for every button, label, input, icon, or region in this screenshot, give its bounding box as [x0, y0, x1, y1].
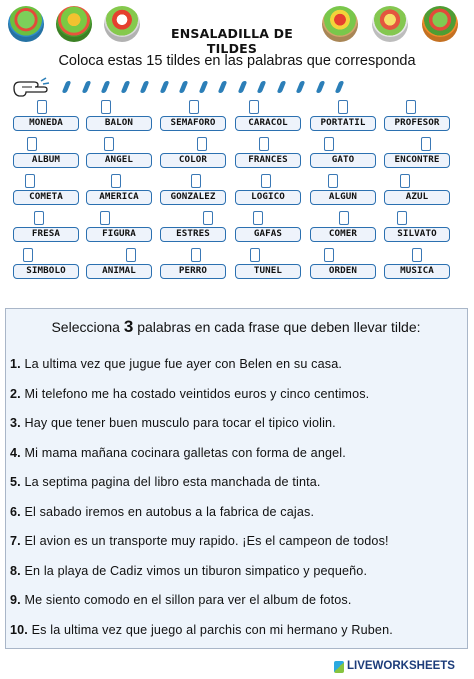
accent-mark-icon[interactable] [198, 81, 208, 93]
sentence-number: 5. [10, 475, 21, 489]
accent-drop-box[interactable] [421, 137, 431, 151]
accent-drop-box[interactable] [249, 100, 259, 114]
word-label: CARACOL [235, 116, 301, 131]
word-cell [13, 137, 79, 171]
word-cell [13, 211, 79, 245]
word-label: AMERICA [86, 190, 152, 205]
word-cell [160, 211, 226, 245]
accent-mark-icon[interactable] [179, 81, 189, 93]
sentence-text[interactable]: Es la ultima vez que juego al parchis con mi hermano y Ruben. [31, 622, 393, 637]
sentence-text[interactable]: Mi mama mañana cocinara galletas con forma de angel. [24, 445, 346, 460]
accent-mark-icon[interactable] [335, 81, 345, 93]
accent-drop-box[interactable] [197, 137, 207, 151]
accent-drop-box[interactable] [339, 211, 349, 225]
word-cell [13, 100, 79, 134]
sentence-number: 6. [10, 504, 21, 519]
word-label: ALGUN [310, 190, 376, 205]
sentence-item [10, 564, 466, 578]
word-label: COMETA [13, 190, 79, 205]
salad-bowl-icon [422, 6, 458, 42]
word-label: GONZALEZ [160, 190, 226, 205]
accent-drop-box[interactable] [189, 100, 199, 114]
word-label: MUSICA [384, 264, 450, 279]
word-label: BALON [86, 116, 152, 131]
word-label: ANGEL [86, 153, 152, 168]
accent-drop-box[interactable] [37, 100, 47, 114]
accent-mark-icon[interactable] [296, 81, 306, 93]
word-cell [310, 248, 376, 282]
liveworksheets-logo-icon [334, 661, 344, 673]
sentence-number: 9. [10, 593, 21, 607]
salad-bowl-icon [372, 6, 408, 42]
accent-drop-box[interactable] [338, 100, 348, 114]
word-cell [235, 174, 301, 208]
sentence-text[interactable]: El avion es un transporte muy rapido. ¡Es el campeon de todos! [24, 534, 389, 548]
accent-drop-box[interactable] [397, 211, 407, 225]
salad-bowl-icon [56, 6, 92, 42]
word-cell [160, 137, 226, 171]
accent-mark-icon[interactable] [218, 81, 228, 93]
sentence-number: 4. [10, 445, 21, 460]
sentence-item [10, 446, 466, 460]
sentences-panel [5, 308, 468, 649]
accent-mark-icon[interactable] [159, 81, 169, 93]
word-label: PROFESOR [384, 116, 450, 131]
word-cell [384, 174, 450, 208]
word-cell [235, 248, 301, 282]
sentence-item [10, 623, 466, 637]
accent-drop-box[interactable] [324, 248, 334, 262]
word-label: COMER [310, 227, 376, 242]
accent-drop-box[interactable] [259, 137, 269, 151]
word-label: ALBUM [13, 153, 79, 168]
accent-drop-box[interactable] [250, 248, 260, 262]
word-label: ANIMAL [86, 264, 152, 279]
accent-marks-row [64, 78, 404, 98]
sentence-text[interactable]: En la playa de Cadiz vimos un tiburon simpatico y pequeño. [24, 563, 368, 578]
sentence-item [10, 387, 466, 401]
accent-mark-icon[interactable] [62, 81, 72, 93]
accent-drop-box[interactable] [34, 211, 44, 225]
word-label: ESTRES [160, 227, 226, 242]
sentence-text[interactable]: Hay que tener buen musculo para tocar el tipico violin. [24, 416, 336, 430]
accent-drop-box[interactable] [261, 174, 271, 188]
accent-mark-icon[interactable] [140, 81, 150, 93]
accent-drop-box[interactable] [101, 100, 111, 114]
word-label: PERRO [160, 264, 226, 279]
word-label: MONEDA [13, 116, 79, 131]
word-label: FIGURA [86, 227, 152, 242]
sentence-text[interactable]: El sabado iremos en autobus a la fabrica de cajas. [24, 504, 315, 519]
accent-drop-box[interactable] [27, 137, 37, 151]
word-cell [86, 100, 152, 134]
sentence-item [10, 416, 466, 430]
word-cell [235, 100, 301, 134]
worksheet-header [0, 0, 474, 56]
accent-drop-box[interactable] [400, 174, 410, 188]
word-label: SILVATO [384, 227, 450, 242]
word-cell [310, 100, 376, 134]
sentence-number: 2. [10, 386, 21, 401]
instructions-text: palabras en cada frase que deben llevar tilde: [133, 319, 421, 335]
word-cell [86, 174, 152, 208]
accent-drop-box[interactable] [23, 248, 33, 262]
word-label: FRESA [13, 227, 79, 242]
word-label: LOGICO [235, 190, 301, 205]
word-label: PORTATIL [310, 116, 376, 131]
word-cell [235, 211, 301, 245]
word-label: SIMBOLO [13, 264, 79, 279]
accent-mark-icon[interactable] [120, 81, 130, 93]
sentence-number: 1. [10, 357, 21, 371]
word-cell [160, 248, 226, 282]
word-label: ENCONTRE [384, 153, 450, 168]
word-cell [13, 174, 79, 208]
sentence-number: 10. [10, 622, 28, 637]
sentence-text[interactable]: La septima pagina del libro esta manchada de tinta. [24, 475, 321, 489]
word-label: GAFAS [235, 227, 301, 242]
accent-drop-box[interactable] [100, 211, 110, 225]
accent-mark-icon[interactable] [81, 81, 91, 93]
word-cell [160, 100, 226, 134]
sentence-item [10, 357, 466, 371]
accent-drop-box[interactable] [253, 211, 263, 225]
salad-bowl-icon [322, 6, 358, 42]
footer-brand[interactable] [334, 660, 474, 676]
word-cell [86, 248, 152, 282]
sentence-item [10, 505, 466, 519]
word-label: SEMAFORO [160, 116, 226, 131]
accent-drop-box[interactable] [104, 137, 114, 151]
word-cell [310, 174, 376, 208]
accent-mark-icon[interactable] [276, 81, 286, 93]
word-cell [160, 174, 226, 208]
word-cell [384, 137, 450, 171]
word-label: GATO [310, 153, 376, 168]
accent-mark-icon[interactable] [257, 81, 267, 93]
sentence-text[interactable]: Me siento comodo en el sillon para ver el album de fotos. [24, 593, 352, 607]
word-label: AZUL [384, 190, 450, 205]
brand-label: LIVEWORKSHEETS [347, 660, 455, 672]
accent-drop-box[interactable] [126, 248, 136, 262]
instructions-text: Selecciona [51, 319, 124, 335]
sentence-item [10, 593, 466, 607]
word-cell [384, 100, 450, 134]
accent-drop-box[interactable] [111, 174, 121, 188]
word-grid [0, 100, 474, 290]
sentence-item [10, 534, 466, 548]
word-cell [310, 211, 376, 245]
salad-bowl-icon [8, 6, 44, 42]
word-cell [384, 248, 450, 282]
sentence-number: 7. [10, 534, 21, 548]
accent-drop-box[interactable] [412, 248, 422, 262]
accent-mark-icon[interactable] [237, 81, 247, 93]
accent-drop-box[interactable] [191, 174, 201, 188]
accent-drop-box[interactable] [328, 174, 338, 188]
accent-drop-box[interactable] [324, 137, 334, 151]
sentence-item [10, 475, 466, 489]
word-label: ORDEN [310, 264, 376, 279]
instructions [6, 317, 466, 337]
sentence-number: 8. [10, 563, 21, 578]
accent-mark-icon[interactable] [315, 81, 325, 93]
word-cell [13, 248, 79, 282]
word-label: FRANCES [235, 153, 301, 168]
accent-drop-box[interactable] [191, 248, 201, 262]
word-label: TUNEL [235, 264, 301, 279]
word-cell [86, 211, 152, 245]
accent-mark-icon[interactable] [101, 81, 111, 93]
accent-drop-box[interactable] [203, 211, 213, 225]
word-cell [384, 211, 450, 245]
sentence-text[interactable]: Mi telefono me ha costado veintidos euros y cinco centimos. [24, 386, 370, 401]
page-title: ENSALADILLA DE TILDES [170, 26, 293, 56]
word-cell [310, 137, 376, 171]
word-cell [86, 137, 152, 171]
accent-drop-box[interactable] [406, 100, 416, 114]
pointing-hand-icon [12, 76, 50, 100]
word-label: COLOR [160, 153, 226, 168]
word-cell [235, 137, 301, 171]
subtitle: Coloca estas 15 tildes en las palabras que corresponda [58, 53, 416, 69]
sentence-number: 3. [10, 416, 21, 430]
accent-drop-box[interactable] [25, 174, 35, 188]
salad-bowl-icon [104, 6, 140, 42]
sentence-text[interactable]: La ultima vez que jugue fue ayer con Belen en su casa. [24, 357, 343, 371]
instructions-number: 3 [123, 317, 134, 336]
